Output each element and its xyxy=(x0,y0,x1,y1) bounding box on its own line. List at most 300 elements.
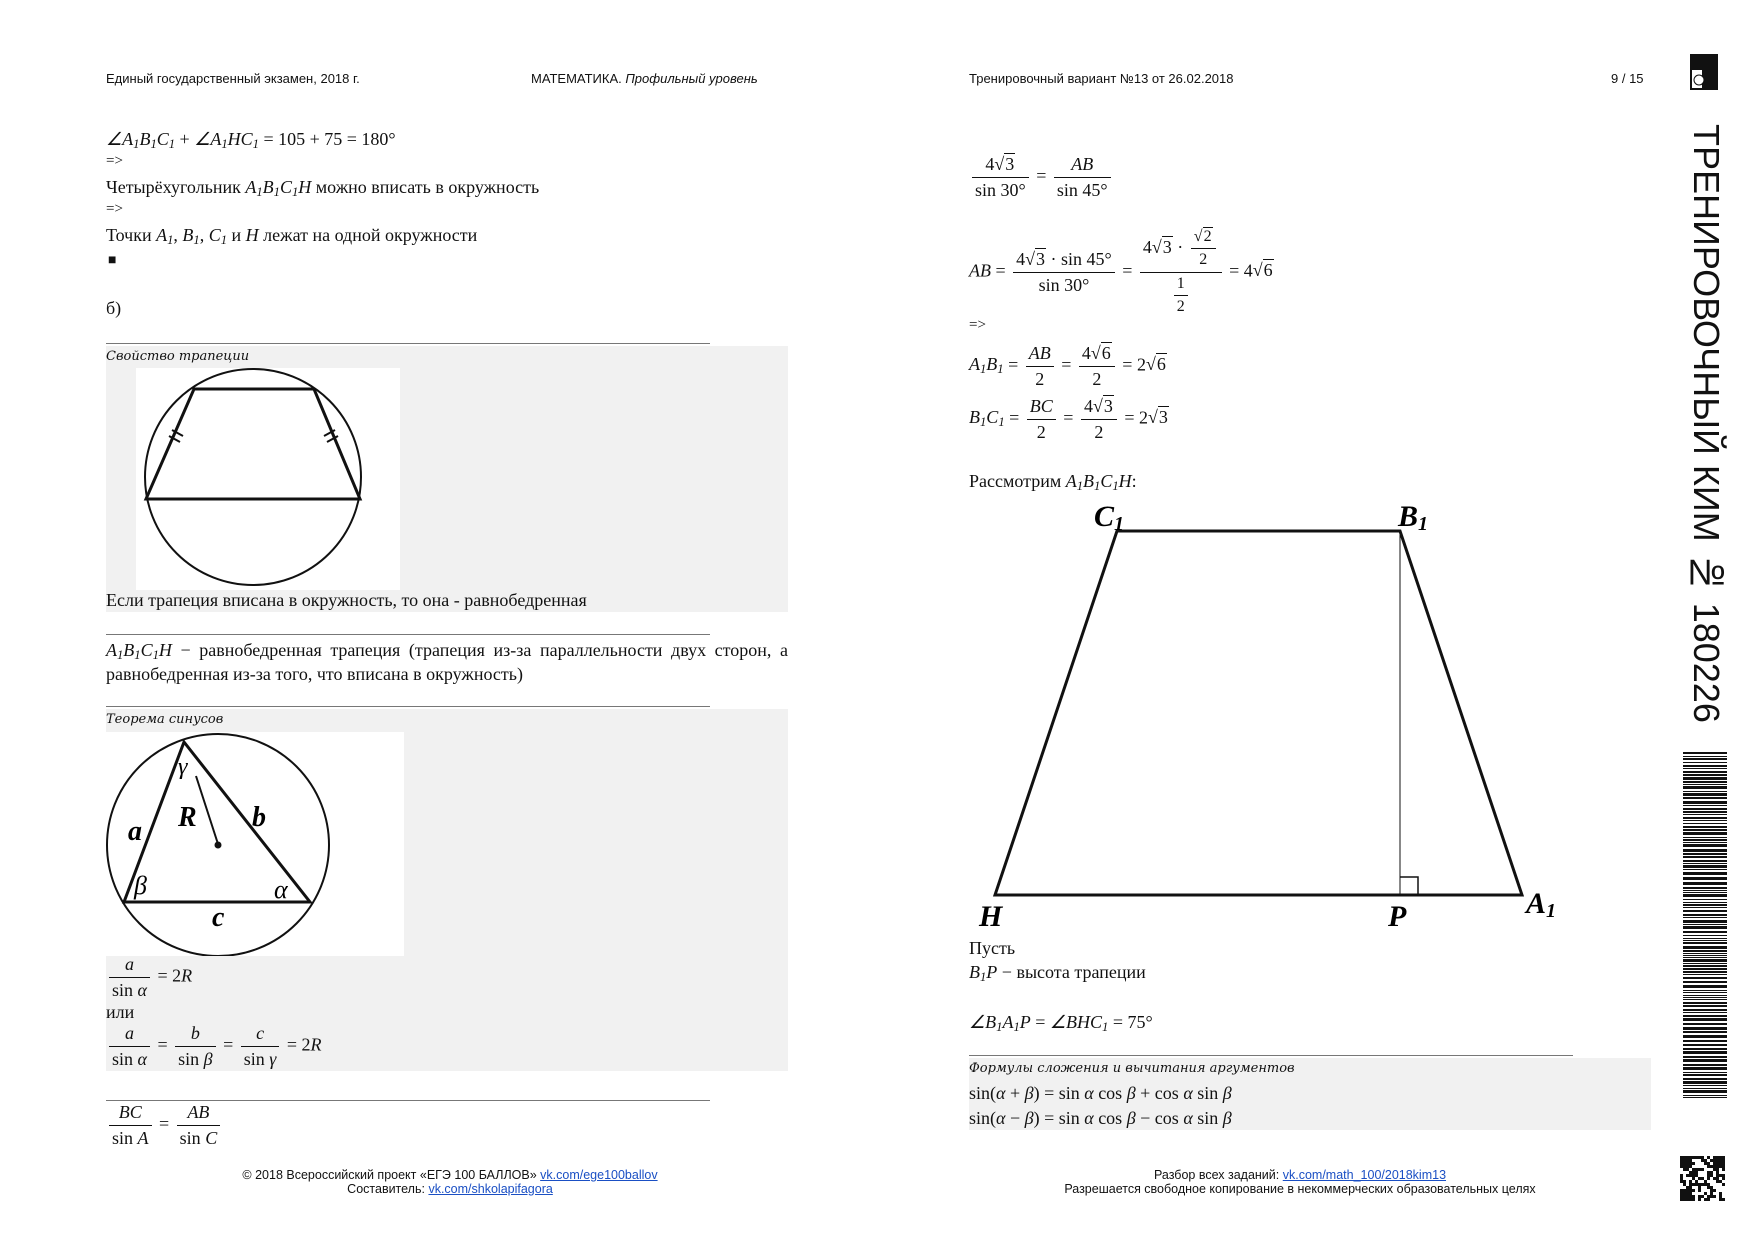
barcode-bar xyxy=(1683,814,1727,815)
header-page-number: 9 / 15 xyxy=(1611,71,1644,86)
qr-module xyxy=(1704,1192,1707,1195)
qr-module xyxy=(1686,1198,1689,1201)
qr-module xyxy=(1704,1180,1707,1183)
inscribed-trapezoid-figure xyxy=(136,368,400,590)
barcode-bar xyxy=(1683,953,1727,954)
qr-module xyxy=(1704,1159,1707,1162)
barcode-bar xyxy=(1683,820,1727,821)
qr-module xyxy=(1680,1177,1683,1180)
barcode-bar xyxy=(1683,955,1727,956)
qr-code-icon xyxy=(1680,1156,1726,1202)
sine-ratio-bc-ab: $\frac{BC}{\text{sin A}}$ = $\frac{AB}{\text{sin C}}$ xyxy=(106,1102,223,1148)
barcode-bar xyxy=(1683,1009,1727,1011)
qr-module xyxy=(1692,1156,1695,1159)
barcode-bar xyxy=(1683,849,1727,852)
qr-module xyxy=(1716,1165,1719,1168)
sine-label-R: R xyxy=(178,802,197,833)
barcode-bar xyxy=(1683,774,1727,776)
qr-module xyxy=(1716,1180,1719,1183)
barcode-bar xyxy=(1683,791,1727,792)
barcode-bar xyxy=(1683,920,1727,923)
qr-module xyxy=(1695,1180,1698,1183)
barcode-bar xyxy=(1683,808,1727,810)
qr-module xyxy=(1689,1192,1692,1195)
qr-module xyxy=(1707,1177,1710,1180)
barcode-bar xyxy=(1683,1085,1727,1086)
barcode-bar xyxy=(1683,844,1727,847)
barcode-bar xyxy=(1683,1002,1727,1004)
solutions-link[interactable]: vk.com/math_100/2018kim13 xyxy=(1282,1168,1447,1182)
qr-module xyxy=(1722,1162,1725,1165)
qr-module xyxy=(1707,1156,1710,1159)
sine-label-beta: β xyxy=(134,871,147,900)
barcode-bar xyxy=(1683,1090,1727,1093)
ratio-formula: $\frac{4√3}{\sin 30^\circ}$ = $\frac{AB}{\sin 45^\circ}$ xyxy=(969,154,1114,200)
qr-module xyxy=(1713,1177,1716,1180)
qr-module xyxy=(1701,1168,1704,1171)
qr-module xyxy=(1710,1159,1713,1162)
qr-module xyxy=(1692,1171,1695,1174)
barcode-bar xyxy=(1683,1012,1727,1013)
barcode-bar xyxy=(1683,863,1727,864)
barcode-bar xyxy=(1683,971,1727,973)
sin-diff-formula: sin(α − β) = sin α cos β − cos α sin β xyxy=(969,1108,1232,1128)
barcode-bar xyxy=(1683,832,1727,835)
qr-module xyxy=(1680,1192,1683,1195)
barcode-bar xyxy=(1683,907,1727,908)
qr-module xyxy=(1692,1162,1695,1165)
qr-module xyxy=(1719,1174,1722,1177)
barcode-bar xyxy=(1683,1067,1727,1070)
qr-module xyxy=(1692,1195,1695,1198)
sine-label-alpha: α xyxy=(274,875,288,904)
qr-module xyxy=(1698,1189,1701,1192)
label-h: H xyxy=(979,900,1003,933)
qr-module xyxy=(1689,1189,1692,1192)
qr-module xyxy=(1707,1183,1710,1186)
barcode-bar xyxy=(1683,877,1727,880)
barcode-bar xyxy=(1683,938,1727,939)
barcode-bar xyxy=(1683,977,1727,979)
footer-left xyxy=(150,1168,750,1196)
qr-module xyxy=(1710,1195,1713,1198)
qr-module xyxy=(1716,1177,1719,1180)
consider-statement: Рассмотрим $A_1B_1C_1H$: xyxy=(969,471,1137,494)
qr-module xyxy=(1704,1162,1707,1165)
barcode-bar xyxy=(1683,917,1727,918)
barcode-bar xyxy=(1683,892,1727,893)
sine-formula-full: $\frac{a}{\text{sin α}}$ = $\frac{b}{\text{sin β}}$ = $\frac{c}{\text{sin γ}}$ = 2R xyxy=(106,1023,322,1069)
barcode-bar xyxy=(1683,974,1727,975)
side-title: ТРЕНИРОВОЧНЫЙ КИМ № 180226 xyxy=(1686,124,1727,723)
sine-theorem-figure xyxy=(106,732,404,956)
qr-module xyxy=(1710,1192,1713,1195)
qr-module xyxy=(1701,1177,1704,1180)
qr-module xyxy=(1698,1168,1701,1171)
sine-label-a: a xyxy=(128,816,142,847)
qr-module xyxy=(1707,1171,1710,1174)
qr-module xyxy=(1698,1177,1701,1180)
barcode-bar xyxy=(1683,899,1727,900)
qr-module xyxy=(1695,1183,1698,1186)
qr-module xyxy=(1692,1168,1695,1171)
barcode-bar xyxy=(1683,869,1727,870)
barcode-bar xyxy=(1683,1056,1727,1058)
barcode-bar xyxy=(1683,942,1727,944)
barcode-bar xyxy=(1683,887,1727,889)
qr-module xyxy=(1722,1165,1725,1168)
label-c1-letter: C xyxy=(1094,500,1115,533)
barcode-bar xyxy=(1683,1059,1727,1062)
qr-module xyxy=(1716,1168,1719,1171)
qr-module xyxy=(1722,1156,1725,1159)
implies-3: => xyxy=(969,317,986,333)
qr-module xyxy=(1719,1192,1722,1195)
qr-module xyxy=(1698,1198,1701,1201)
barcode-bar xyxy=(1683,1074,1727,1076)
label-c1-sub: 1 xyxy=(1114,513,1124,535)
barcode-bar xyxy=(1683,853,1727,855)
barcode-bar xyxy=(1683,924,1727,925)
qr-module xyxy=(1710,1171,1713,1174)
header-subject xyxy=(531,71,758,86)
barcode-bar xyxy=(1683,963,1727,964)
qr-module xyxy=(1686,1165,1689,1168)
qr-module xyxy=(1683,1189,1686,1192)
barcode-bar xyxy=(1683,771,1727,773)
qr-module xyxy=(1689,1180,1692,1183)
qr-module xyxy=(1716,1162,1719,1165)
label-b1 xyxy=(1397,500,1428,535)
qr-module xyxy=(1713,1189,1716,1192)
barcode-bar xyxy=(1683,946,1727,949)
barcode-bar xyxy=(1683,981,1727,983)
qr-module xyxy=(1683,1168,1686,1171)
barcode-bar xyxy=(1683,902,1727,903)
qr-module xyxy=(1713,1168,1716,1171)
qr-module xyxy=(1710,1189,1713,1192)
barcode-bar xyxy=(1683,890,1727,891)
qr-module xyxy=(1686,1174,1689,1177)
qr-module xyxy=(1698,1186,1701,1189)
qr-module xyxy=(1683,1162,1686,1165)
qr-module xyxy=(1722,1177,1725,1180)
footer-right xyxy=(1000,1168,1600,1196)
sine-label-gamma: γ xyxy=(178,754,188,780)
qr-module xyxy=(1683,1192,1686,1195)
qr-module xyxy=(1716,1174,1719,1177)
qr-module xyxy=(1704,1198,1707,1201)
barcode-bar xyxy=(1683,910,1727,912)
header-subject-italic: Профильный уровень xyxy=(625,71,758,86)
barcode-bar xyxy=(1683,765,1727,767)
barcode-bar xyxy=(1683,968,1727,970)
barcode-bar xyxy=(1683,823,1727,824)
qr-module xyxy=(1716,1156,1719,1159)
qr-module xyxy=(1680,1174,1683,1177)
qr-module xyxy=(1719,1162,1722,1165)
qr-module xyxy=(1716,1159,1719,1162)
qr-module xyxy=(1689,1195,1692,1198)
barcode-bar xyxy=(1683,1044,1727,1046)
qr-module xyxy=(1707,1198,1710,1201)
qr-module xyxy=(1707,1165,1710,1168)
ab-computation: AB = $\frac{4√3 \cdot \sin 45^\circ}{\sin 30^\circ}$ = 4√3 · $\frac{√2}{2}$ $\frac{1}{2}$ = 4√6 xyxy=(969,228,1273,316)
barcode-bar xyxy=(1683,781,1727,783)
qr-module xyxy=(1719,1180,1722,1183)
barcode-bar xyxy=(1683,1027,1727,1030)
qr-module xyxy=(1686,1159,1689,1162)
qr-module xyxy=(1707,1162,1710,1165)
header-exam-title: Единый государственный экзамен, 2018 г. xyxy=(106,71,360,86)
divider xyxy=(106,343,710,344)
barcode-bar xyxy=(1683,914,1727,916)
barcode-bar xyxy=(1683,839,1727,841)
qr-module xyxy=(1701,1159,1704,1162)
qr-module xyxy=(1722,1168,1725,1171)
qr-module xyxy=(1713,1156,1716,1159)
b1c1-computation: $B_1C_1$ = $\frac{BC}{2}$ = $\frac{4√3}{2}$ = 2√3 xyxy=(969,396,1168,442)
barcode-bar xyxy=(1683,950,1727,952)
qr-module xyxy=(1692,1198,1695,1201)
barcode-bar xyxy=(1683,1040,1727,1042)
barcode-icon xyxy=(1683,752,1729,1102)
barcode-bar xyxy=(1683,1023,1727,1025)
barcode-bar xyxy=(1683,860,1727,862)
divider xyxy=(106,1100,710,1101)
barcode-bar xyxy=(1683,1095,1727,1096)
barcode-bar xyxy=(1683,1018,1727,1021)
barcode-bar xyxy=(1683,786,1727,789)
qr-module xyxy=(1695,1171,1698,1174)
sine-label-b: b xyxy=(252,802,266,833)
qr-module xyxy=(1701,1156,1704,1159)
qr-module xyxy=(1692,1177,1695,1180)
qr-module xyxy=(1689,1183,1692,1186)
qr-module xyxy=(1692,1174,1695,1177)
qr-module xyxy=(1695,1174,1698,1177)
barcode-bar xyxy=(1683,865,1727,868)
label-b1-sub: 1 xyxy=(1418,513,1428,535)
height-statement: $B_1P$ − высота трапеции xyxy=(969,962,1146,985)
label-b1-letter: B xyxy=(1398,500,1419,533)
qr-module xyxy=(1701,1195,1704,1198)
divider xyxy=(106,706,710,707)
qr-module xyxy=(1701,1183,1704,1186)
project-logo-icon xyxy=(1690,54,1720,90)
qr-module xyxy=(1722,1183,1725,1186)
sin-sum-formula: sin(α + β) = sin α cos β + cos α sin β xyxy=(969,1083,1232,1103)
barcode-bar xyxy=(1683,805,1727,806)
qr-module xyxy=(1698,1183,1701,1186)
barcode-bar xyxy=(1683,829,1727,831)
qr-module xyxy=(1716,1171,1719,1174)
trapezoid-caption: Свойство трапеции xyxy=(106,349,250,364)
qr-module xyxy=(1689,1171,1692,1174)
barcode-bar xyxy=(1683,752,1727,754)
qr-module xyxy=(1704,1183,1707,1186)
qr-module xyxy=(1689,1165,1692,1168)
label-a1-sub: 1 xyxy=(1546,900,1556,922)
barcode-bar xyxy=(1683,793,1727,796)
qr-module xyxy=(1683,1156,1686,1159)
barcode-bar xyxy=(1683,768,1727,769)
barcode-bar xyxy=(1683,1005,1727,1007)
barcode-bar xyxy=(1683,1035,1727,1038)
qr-module xyxy=(1698,1195,1701,1198)
label-c1 xyxy=(1094,500,1124,535)
qr-module xyxy=(1686,1192,1689,1195)
a1b1-computation: $A_1B_1$ = $\frac{AB}{2}$ = $\frac{4√6}{2}$ = 2√6 xyxy=(969,343,1166,389)
barcode-bar xyxy=(1683,817,1727,819)
barcode-bar xyxy=(1683,1097,1727,1098)
qr-module xyxy=(1686,1189,1689,1192)
barcode-bar xyxy=(1683,837,1727,838)
implies-2: => xyxy=(106,201,123,217)
qr-module xyxy=(1719,1165,1722,1168)
qr-module xyxy=(1680,1180,1683,1183)
barcode-bar xyxy=(1683,1072,1727,1073)
qr-module xyxy=(1707,1174,1710,1177)
qr-module xyxy=(1719,1195,1722,1198)
qr-module xyxy=(1695,1168,1698,1171)
angle-equality: $\angle B_1A_1P$ = $\angle BHC_1 = 75^\circ$ xyxy=(969,1012,1153,1035)
divider xyxy=(969,1055,1573,1056)
qr-module xyxy=(1680,1198,1683,1201)
qr-module xyxy=(1680,1159,1683,1162)
addition-formulas-caption: Формулы сложения и вычитания аргументов xyxy=(969,1061,1295,1076)
qr-module xyxy=(1689,1156,1692,1159)
label-p: P xyxy=(1388,900,1407,933)
barcode-bar xyxy=(1683,995,1727,996)
header-subject-plain: МАТЕМАТИКА. xyxy=(531,71,622,86)
qr-module xyxy=(1689,1162,1692,1165)
barcode-bar xyxy=(1683,965,1727,967)
barcode-bar xyxy=(1683,990,1727,991)
label-a1 xyxy=(1524,887,1556,922)
footer-left-line1: © 2018 Всероссийский проект «ЕГЭ 100 БАЛЛОВ» vk.com/ege100ballov xyxy=(242,1168,658,1182)
angle-sum-formula: $\angle A_1B_1C_1$ + $\angle A_1HC_1 = 105 + 75 = 180^\circ$ xyxy=(106,129,396,152)
barcode-bar xyxy=(1683,904,1727,906)
barcode-bar xyxy=(1683,997,1727,998)
qr-module xyxy=(1680,1189,1683,1192)
quad-statement: Четырёхугольник $A_1B_1C_1H$ можно вписать в окружность xyxy=(106,177,540,200)
or-label: или xyxy=(106,1002,135,1022)
qr-module xyxy=(1713,1165,1716,1168)
footer-right-line1: Разбор всех заданий: vk.com/math_100/2018kim13 xyxy=(1153,1168,1447,1182)
barcode-bar xyxy=(1683,811,1727,813)
qr-module xyxy=(1698,1156,1701,1159)
qr-module xyxy=(1683,1180,1686,1183)
qr-module xyxy=(1680,1156,1683,1159)
trapezoid-diagram xyxy=(970,498,1570,936)
barcode-bar xyxy=(1683,826,1727,828)
barcode-bar xyxy=(1683,935,1727,936)
implies-1: => xyxy=(106,153,123,169)
barcode-bar xyxy=(1683,926,1727,929)
qr-module xyxy=(1689,1159,1692,1162)
isosceles-statement: $A_1B_1C_1H$ − равнобедренная трапеция (трапеция из-за параллельности двух сторон, а равнобедренная из-за того, что вписана в окружность) xyxy=(106,640,789,684)
qr-module xyxy=(1683,1183,1686,1186)
barcode-bar xyxy=(1683,856,1727,858)
barcode-bar xyxy=(1683,1064,1727,1066)
barcode-bar xyxy=(1683,758,1727,760)
qr-module xyxy=(1689,1186,1692,1189)
qr-module xyxy=(1710,1165,1713,1168)
ege100-link[interactable]: vk.com/ege100ballov xyxy=(540,1168,658,1182)
footer-left-line2: Составитель: vk.com/shkolapifagora xyxy=(347,1182,553,1196)
author-link[interactable]: vk.com/shkolapifagora xyxy=(428,1182,553,1196)
sine-theorem-caption: Теорема синусов xyxy=(106,712,224,727)
divider xyxy=(106,634,710,635)
barcode-bar xyxy=(1683,1015,1727,1017)
barcode-bar xyxy=(1683,756,1727,757)
barcode-bar xyxy=(1683,894,1727,897)
qr-module xyxy=(1695,1156,1698,1159)
barcode-bar xyxy=(1683,801,1727,804)
barcode-bar xyxy=(1683,957,1727,958)
qr-module xyxy=(1686,1156,1689,1159)
barcode-bar xyxy=(1683,784,1727,785)
qr-module xyxy=(1713,1162,1716,1165)
qr-module xyxy=(1713,1195,1716,1198)
barcode-bar xyxy=(1683,940,1727,941)
trapezoid-property-text: Если трапеция вписана в окружность, то она - равнобедренная xyxy=(106,590,587,610)
qr-module xyxy=(1680,1162,1683,1165)
qr-module xyxy=(1710,1186,1713,1189)
qr-module xyxy=(1683,1165,1686,1168)
barcode-bar xyxy=(1683,1031,1727,1033)
qed-mark: ■ xyxy=(108,253,117,268)
qr-module xyxy=(1719,1159,1722,1162)
header-variant: Тренировочный вариант №13 от 26.02.2018 xyxy=(969,71,1234,86)
barcode-bar xyxy=(1683,985,1727,988)
qr-module xyxy=(1686,1186,1689,1189)
qr-module xyxy=(1719,1156,1722,1159)
qr-module xyxy=(1710,1174,1713,1177)
qr-module xyxy=(1692,1189,1695,1192)
barcode-bar xyxy=(1683,882,1727,885)
qr-module xyxy=(1686,1195,1689,1198)
sine-formula-short: $\frac{a}{\text{sin α}}$ = 2R xyxy=(106,954,192,1000)
barcode-bar xyxy=(1683,842,1727,843)
qr-module xyxy=(1707,1186,1710,1189)
barcode-bar xyxy=(1683,959,1727,962)
barcode-bar xyxy=(1683,777,1727,780)
barcode-bar xyxy=(1683,931,1727,933)
barcode-bar xyxy=(1683,992,1727,993)
qr-module xyxy=(1689,1198,1692,1201)
let-label: Пусть xyxy=(969,938,1016,958)
qr-module xyxy=(1680,1195,1683,1198)
qr-module xyxy=(1692,1183,1695,1186)
barcode-bar xyxy=(1683,1088,1727,1089)
qr-module xyxy=(1689,1174,1692,1177)
barcode-bar xyxy=(1683,1048,1727,1050)
barcode-bar xyxy=(1683,1051,1727,1054)
qr-module xyxy=(1707,1195,1710,1198)
points-statement: Точки $A_1$, $B_1$, $C_1$ и H лежат на одной окружности xyxy=(106,225,478,248)
qr-module xyxy=(1722,1198,1725,1201)
qr-module xyxy=(1719,1198,1722,1201)
barcode-bar xyxy=(1683,999,1727,1000)
barcode-bar xyxy=(1683,797,1727,799)
barcode-bar xyxy=(1683,1081,1727,1084)
qr-module xyxy=(1722,1174,1725,1177)
qr-module xyxy=(1722,1159,1725,1162)
qr-module xyxy=(1683,1195,1686,1198)
part-b-label: б) xyxy=(106,298,122,318)
